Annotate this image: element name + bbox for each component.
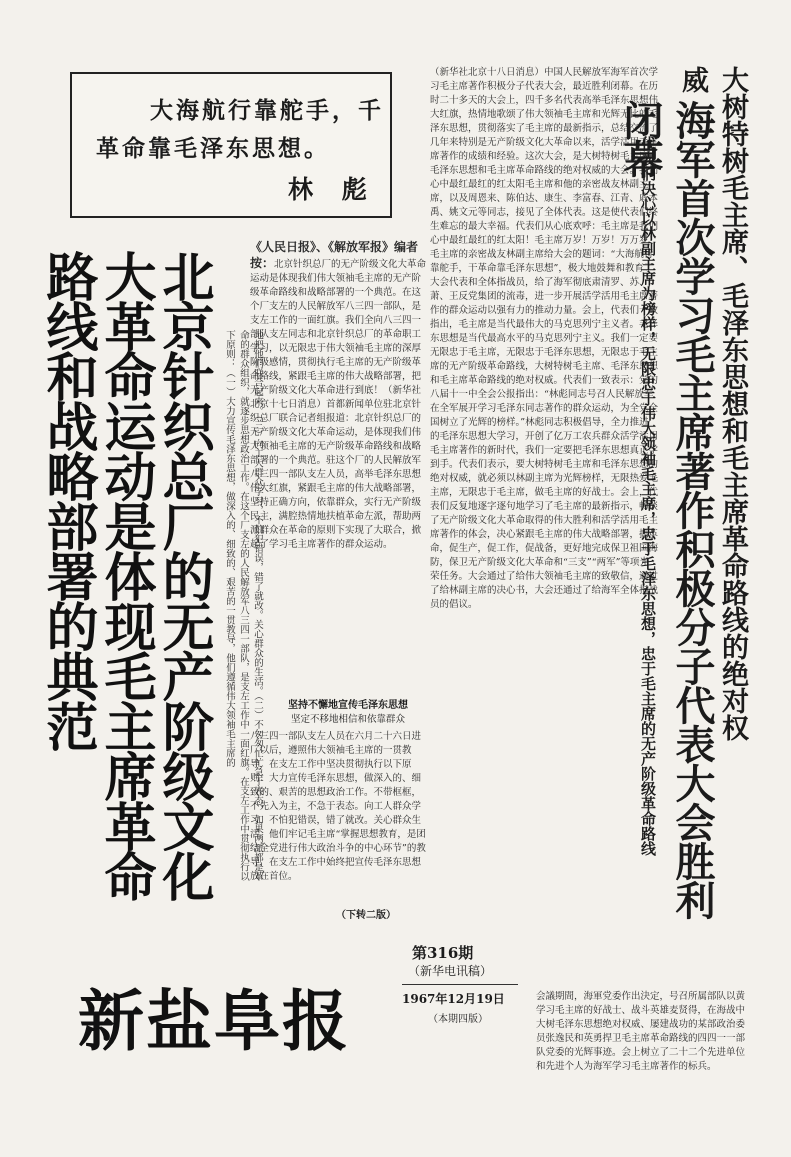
subheading-line-2: 坚定不移地相信和依靠群众 [290,714,405,725]
meeting-summary: 会議期間，海軍党委作出決定，号召所属部队以黄学习毛主席的好战士、战斗英雄麦贤得，在海战中大树毛泽东思想绝对权威、屡建战功的某部政治委员张逸民和英勇捍卫毛主席革命路线的四四一一部队党委的光辉事迹。会上树立了二十二个先进单位和先进个人为海军学习毛主席著作的标兵。 [536,991,746,1072]
quote-line-2: 革命靠毛泽东思想。 [96,135,330,162]
navy-article-body: （新华社北京十八日消息）中国人民解放军海军首次学习毛主席著作积极分子代表大会，最近胜利闭幕。在历时二十多天的大会上，四千多名代表高举毛泽东思想伟大红旗，热情地歌颂了伟大领袖毛主席和光辉无比的毛泽东思想，贯彻落实了毛主席的最新指示，总结交流了几年来特别是无产阶级文化大革命以来，活学活用毛主席著作的成绩和经验。这次大会，是大树特树毛主席、毛泽东思想和毛主席革命路线的绝对权威的大会。我们心中最红最红的红太阳毛主席和他的亲密战友林副主席，以及周恩来、陈伯达、康生、李富春、江青、戚本禹、姚文元等同志，接见了全体代表。这是使代表们终生难忘的最大幸福。代表们从心底欢呼：毛主席是我们心中最红最红的红太阳！毛主席万岁！万岁！万万岁！毛主席的亲密战友林副主席给大会的题词：“大海航行靠舵手，干革命靠毛泽东思想”，极大地鼓舞和教育了大会代表和全体指战员，给了海军彻底肃清罗、苏、萧、王反党集团的流毒，进一步开展活学活用毛主席著作的群众运动以强有力的推动力量。会上，代表们一致指出，毛主席是当代最伟大的马克思列宁主义者。毛泽东思想是当代最高水平的马克思列宁主义。我们一定要无限忠于毛主席，无限忠于毛泽东思想，无限忠于毛主席的无产阶级革命路线，大树特树毛主席、毛泽东思想和毛主席革命路线的绝对权威。代表们一致表示：党的八届十一中全会公报指出：“林彪同志号召人民解放军在全军展开学习毛泽东同志著作的群众运动，为全党全国树立了光辉的榜样。”林彪同志积极倡导，全力推进的毛泽东思想大学习，开创了亿万工农兵群众活学活用毛主席著作的新时代，我们一定要把毛泽东思想真正学到手。代表们表示，要大树特树毛主席和毛泽东思想的绝对权威，就必须以林副主席为光辉榜样，无限热爱毛主席，无限忠于毛主席，做毛主席的好战士。会上，代表们反复地逐字逐句地学习了毛主席的最新指示，畅谈了无产阶级文化大革命取得的伟大胜利和活学活用毛主席著作的体会，决心紧跟毛主席的伟大战略部署，抓革命，促生产，促工作，促战备，更好地完成保卫祖国海防，保卫无产阶级文化大革命和“三支”“两军”等项光荣任务。大会通过了给伟大领袖毛主席的致敬信，通过了给林副主席的决心书，大会还通过了给海军全体指战员的倡议。 [430,67,659,610]
quote-box [70,72,392,218]
subheading-line-1: 坚持不懈地宣传毛泽东思想 [288,700,408,711]
masthead-title: 新盐阜报 [78,983,350,1060]
main-headline: 北京针织总厂的无产阶级文化大革命运动是体现毛主席革命路线和战略部署的典范 [37,250,213,900]
article-body-lower: 八三四一部队支左人员在六月二十六日进厂以后，遵照伟大领袖毛主席的一贯教导，在支左工作中坚决贯彻执行以下原则：大力宣传毛泽东思想，做深入的、细致的、艰苦的思想政治工作。不带框框，不先入为主，不急于表态。向工人群众学习，不怕犯错误，错了就改。关心群众生活。他们牢记毛主席“掌握思想教育，是团结全党进行伟大政治斗争的中心环节”的教导，在支左工作中始终把宣传毛泽东思想放在首位。 [250,731,426,882]
issue-divider [402,984,518,985]
continued-note: （下转二版） [336,910,396,921]
editor-note-lead: 《人民日报》、《解放军报》编者按： [250,240,419,270]
issue-date: 1967年12月19日 [402,992,505,1006]
quote-line-1: 大海航行靠舵手，千 [150,97,384,124]
quote-author: 林 彪 [288,175,377,204]
editor-note-text: 北京针织总厂的无产阶级文化大革命运动是体现我们伟大领袖毛主席的无产阶级革命路线和战略部署的一个典范。在这个厂支左的人民解放军八三四一部队，是支左工作的一面红旗。我们全向八三四一部队支左同志和北京针织总厂的革命职工学习，以无限忠于伟大领袖毛主席的深厚阶级感情，贯彻执行毛主席的无产阶级革命路线，紧跟毛主席的伟大战略部署，把无产阶级文化大革命进行到底！（新华社北京十七日消息）首都新闻单位驻北京针织总厂联合记者组报道：北京针织总厂的无产阶级文化大革命运动，是体现我们伟大领袖毛主席的无产阶级革命路线和战略部署的一个典范。驻这个厂的人民解放军八三四一部队支左人员，高举毛泽东思想伟大红旗，紧跟毛主席的伟大战略部署，坚持正确方向，依靠群众，实行无产阶级民主，满腔热情地扶植革命左派，帮助两派群众在革命的原则下实现了大联合，掀起了学习毛主席著作的群众运动。 [250,259,427,550]
issue-pages: （本期四版） [428,1014,488,1025]
issue-number: 第316期 [412,944,474,962]
issue-source: （新华电讯稿） [408,964,493,978]
article-body-vertical: 地把他们联合起来。（三）向工人群众学习，不怕犯错误，错了就改。关心群众的生活。（二）不匆匆忙忙急于表态，如果两派都是革命的群众组织，就逐步思想政治工作。在这个厂支左的人民解放军八三四一部队，是支左工作中一面红旗。在支左工作中贯彻执行以下原则：（一）大力宣传毛泽东思想，做深入的、细致的、艰苦的一贯教导，他们遵循伟大领袖毛主席的 [224,330,263,881]
right-headline-3: 代表们决心以林副主席为榜样，无限忠于伟大领袖毛主席，忠于毛泽东思想，忠于毛主席的无产阶级革命路线 [639,136,657,856]
right-headline-1: 大树特树毛主席、毛泽东思想和毛主席革命路线的绝对权威 [677,66,748,741]
right-headline-2: 海军首次学习毛主席著作积极分子代表大会胜利闭幕 [617,100,716,919]
